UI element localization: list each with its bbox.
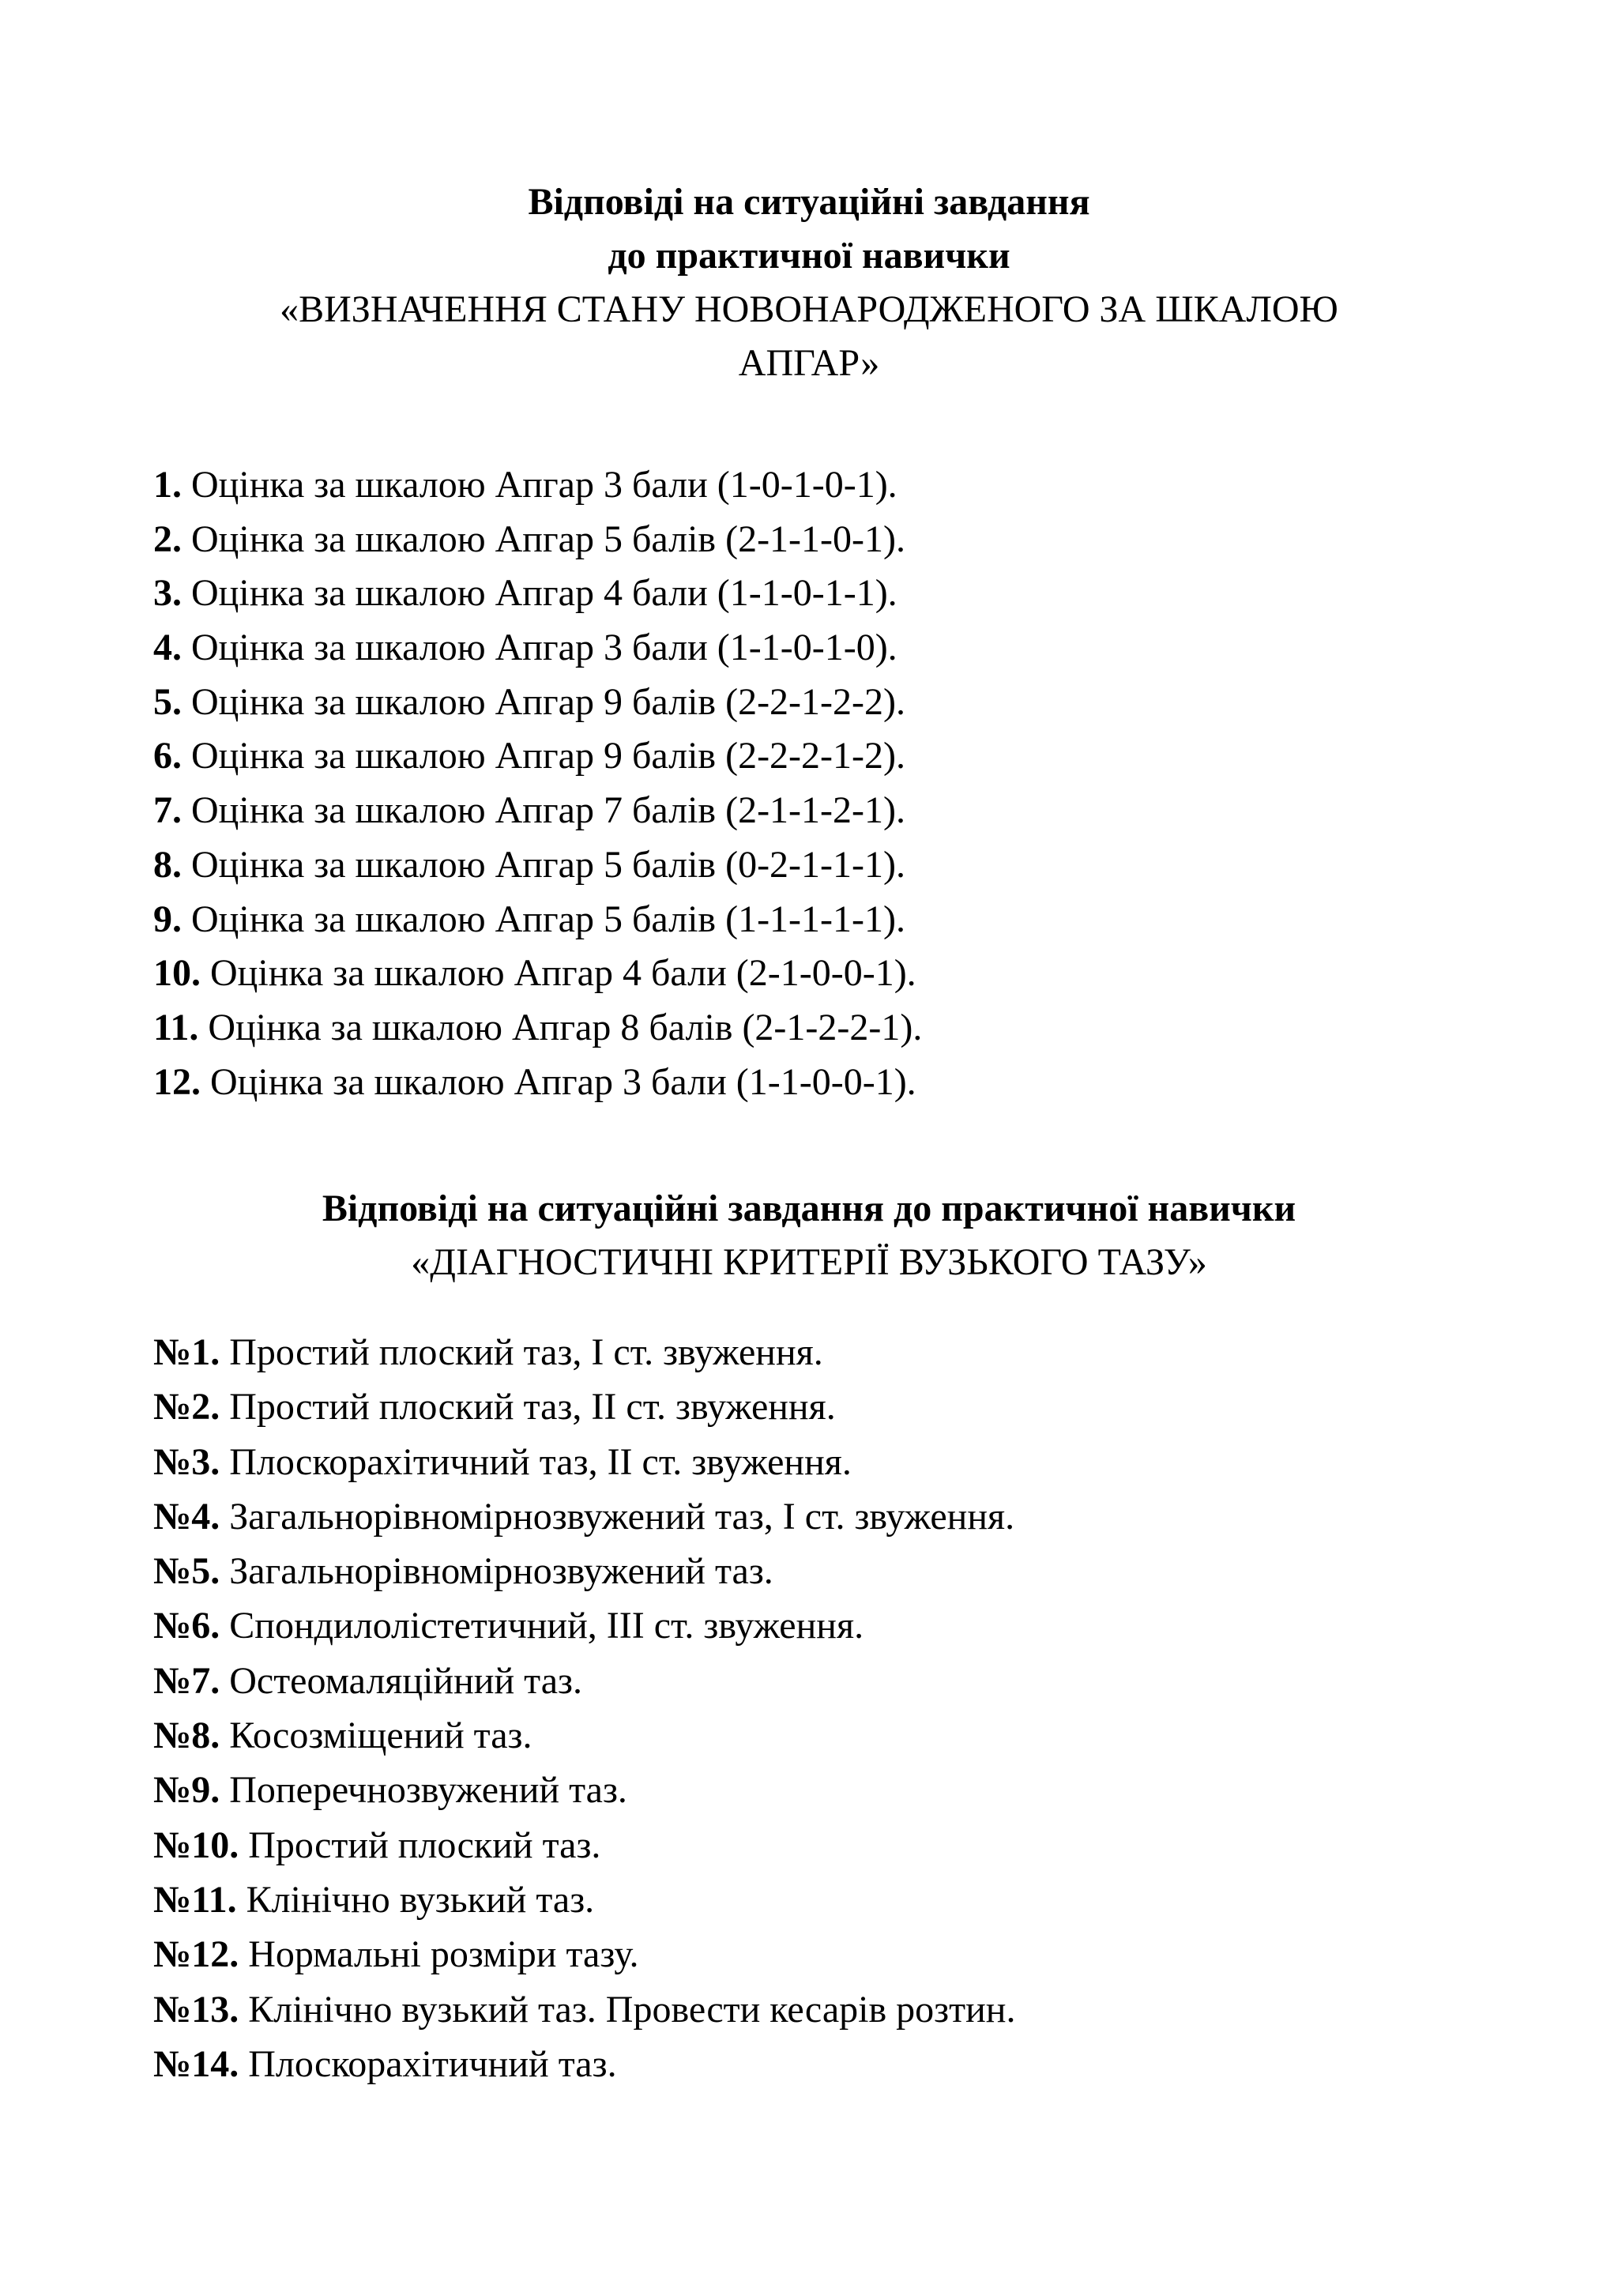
item-text: Плоскорахітичний таз.: [239, 2042, 617, 2085]
item-number: №12.: [153, 1933, 239, 1976]
list-item: [153, 566, 1496, 621]
item-text: Спондилолістетичний, ІІІ ст. звуження.: [220, 1605, 864, 1647]
item-text: Нормальні розміри тазу.: [239, 1933, 639, 1976]
item-text: Загальнорівномірнозвужений таз.: [220, 1550, 773, 1593]
item-text: Плоскорахітичний таз, ІІ ст. звуження.: [220, 1440, 852, 1483]
item-text: Простий плоский таз, ІІ ст. звуження.: [220, 1386, 836, 1428]
item-number: 8.: [153, 843, 182, 886]
item-number: 9.: [153, 898, 182, 940]
item-text: Оцінка за шкалою Апгар 5 балів (1-1-1-1-1).: [182, 898, 905, 940]
list-item: [153, 1763, 1496, 1817]
apgar-title-line-1: Відповіді на ситуаційні завдання: [528, 181, 1090, 223]
item-number: 5.: [153, 680, 182, 723]
apgar-title-line-3: «ВИЗНАЧЕННЯ СТАНУ НОВОНАРОДЖЕНОГО ЗА ШКАЛОЮ: [280, 288, 1338, 330]
item-number: 7.: [153, 789, 182, 832]
apgar-answer-list: [153, 458, 1496, 1109]
item-text: Простий плоский таз.: [239, 1824, 601, 1866]
list-item: [153, 1544, 1496, 1598]
item-text: Простий плоский таз, І ст. звуження.: [220, 1331, 823, 1373]
list-item: [153, 729, 1496, 784]
list-item: [153, 947, 1496, 1001]
list-item: [153, 784, 1496, 838]
apgar-title-line-4: АПГАР»: [738, 342, 880, 384]
list-item: [153, 1873, 1496, 1927]
list-item: [153, 513, 1496, 567]
item-text: Оцінка за шкалою Апгар 3 бали (1-1-0-1-0).: [182, 627, 897, 669]
list-item: [153, 676, 1496, 730]
item-number: №3.: [153, 1440, 220, 1483]
list-item: [153, 1435, 1496, 1489]
item-number: №2.: [153, 1386, 220, 1428]
item-text: Оцінка за шкалою Апгар 4 бали (2-1-0-0-1).: [201, 952, 916, 995]
item-text: Оцінка за шкалою Апгар 5 балів (0-2-1-1-1).: [182, 843, 905, 886]
list-item: [153, 1379, 1496, 1434]
item-text: Косозміщений таз.: [220, 1714, 532, 1757]
item-number: №13.: [153, 1988, 239, 2031]
pelvis-title-line-1: Відповіді на ситуаційні завдання до практичної навички: [322, 1188, 1296, 1229]
item-number: 4.: [153, 627, 182, 669]
item-text: Остеомаляційний таз.: [220, 1659, 582, 1702]
item-number: №1.: [153, 1331, 220, 1373]
item-number: 2.: [153, 518, 182, 560]
list-item: [153, 1818, 1496, 1873]
item-number: №11.: [153, 1878, 237, 1921]
item-text: Клінічно вузький таз.: [236, 1878, 595, 1921]
list-item: [153, 458, 1496, 513]
list-item: [153, 1927, 1496, 1982]
item-number: 3.: [153, 572, 182, 615]
list-item: [153, 1708, 1496, 1763]
item-number: 1.: [153, 464, 182, 506]
apgar-section-title: [0, 175, 1618, 390]
list-item: [153, 1001, 1496, 1056]
list-item: [153, 2037, 1496, 2091]
pelvis-answer-list: [153, 1325, 1496, 2091]
list-item: [153, 1598, 1496, 1653]
list-item: [153, 1325, 1496, 1379]
item-text: Оцінка за шкалою Апгар 3 бали (1-0-1-0-1).: [182, 464, 897, 506]
item-number: №14.: [153, 2042, 239, 2085]
item-number: №10.: [153, 1824, 239, 1866]
list-item: [153, 1654, 1496, 1708]
list-item: [153, 893, 1496, 947]
item-number: 10.: [153, 952, 201, 995]
list-item: [153, 1056, 1496, 1110]
item-text: Оцінка за шкалою Апгар 3 бали (1-1-0-0-1).: [201, 1060, 916, 1103]
list-item: [153, 621, 1496, 676]
item-number: 12.: [153, 1060, 201, 1103]
list-item: [153, 1489, 1496, 1544]
item-number: №7.: [153, 1659, 220, 1702]
item-number: 6.: [153, 735, 182, 777]
item-text: Оцінка за шкалою Апгар 5 балів (2-1-1-0-1).: [182, 518, 905, 560]
item-text: Загальнорівномірнозвужений таз, І ст. звуження.: [220, 1495, 1015, 1538]
pelvis-title-line-2: «ДІАГНОСТИЧНІ КРИТЕРІЇ ВУЗЬКОГО ТАЗУ»: [411, 1241, 1207, 1283]
item-number: №9.: [153, 1769, 220, 1812]
list-item: [153, 838, 1496, 893]
pelvis-section-title: [0, 1182, 1618, 1289]
apgar-title-line-2: до практичної навички: [608, 235, 1010, 277]
list-item: [153, 1982, 1496, 2037]
item-text: Оцінка за шкалою Апгар 8 балів (2-1-2-2-1).: [198, 1006, 923, 1048]
item-number: №8.: [153, 1714, 220, 1757]
item-number: 11.: [153, 1006, 199, 1048]
item-number: №4.: [153, 1495, 220, 1538]
item-text: Оцінка за шкалою Апгар 9 балів (2-2-1-2-2).: [182, 680, 905, 723]
item-text: Оцінка за шкалою Апгар 4 бали (1-1-0-1-1).: [182, 572, 897, 615]
item-text: Оцінка за шкалою Апгар 9 балів (2-2-2-1-2).: [182, 735, 905, 777]
item-number: №6.: [153, 1605, 220, 1647]
item-text: Оцінка за шкалою Апгар 7 балів (2-1-1-2-1).: [182, 789, 905, 832]
item-text: Поперечнозвужений таз.: [220, 1769, 627, 1812]
item-text: Клінічно вузький таз. Провести кесарів розтин.: [239, 1988, 1016, 2031]
item-number: №5.: [153, 1550, 220, 1593]
